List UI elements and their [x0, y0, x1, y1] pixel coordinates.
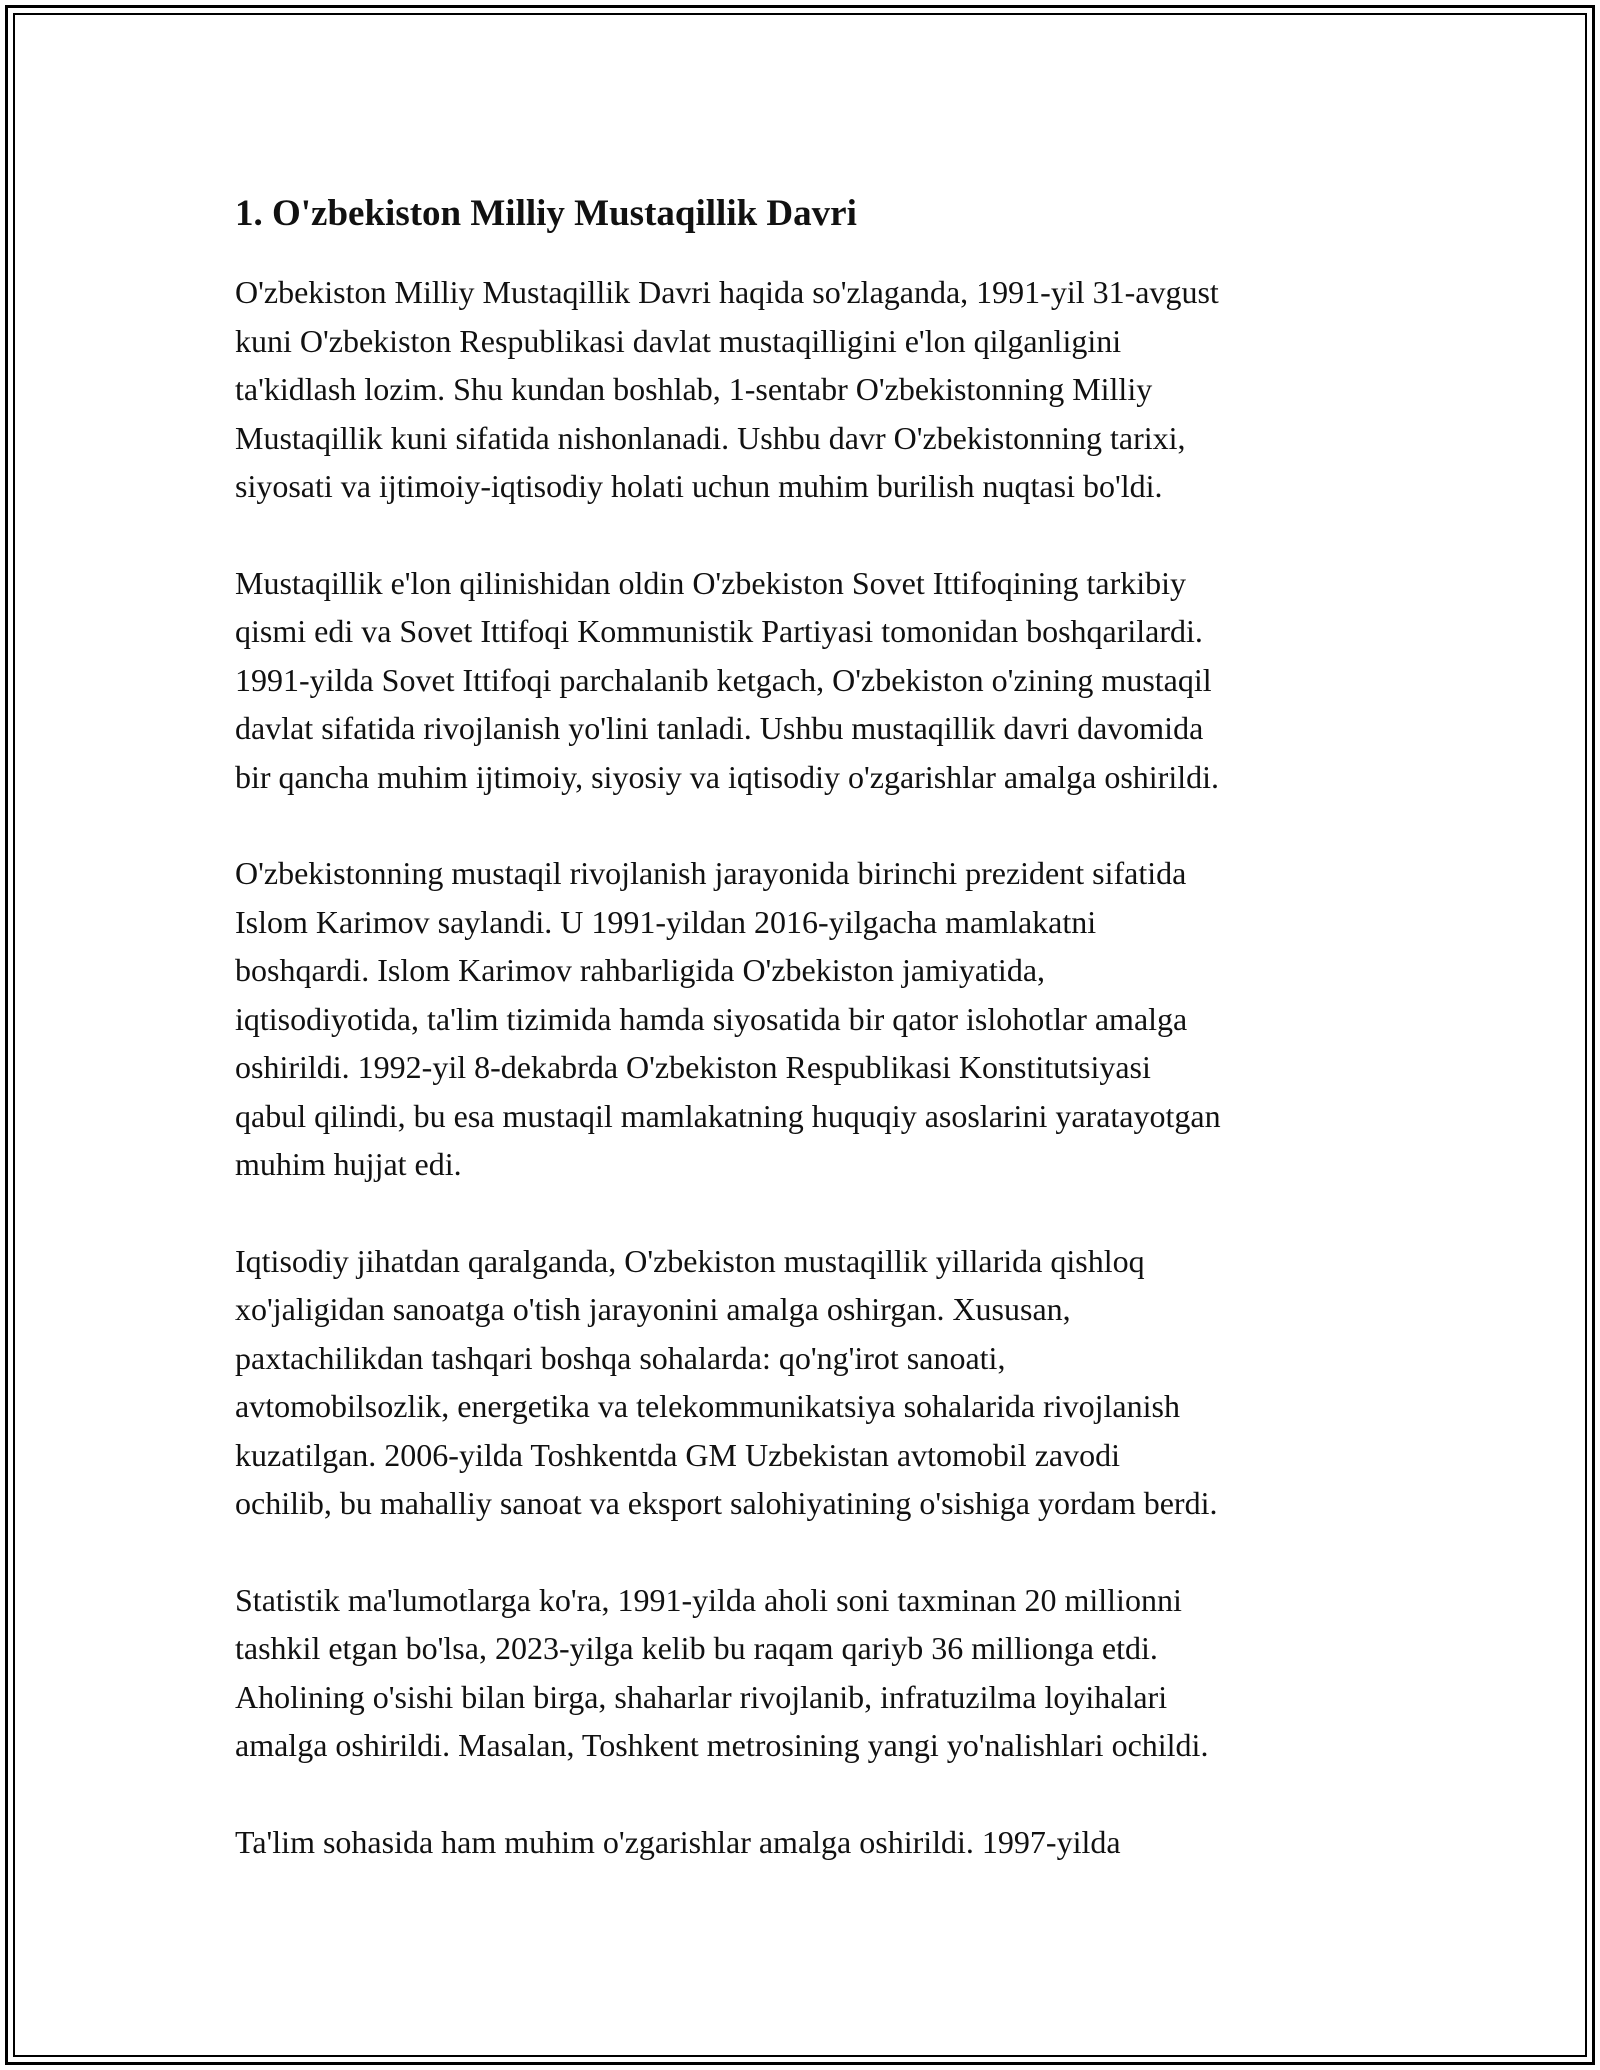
text-line: davlat sifatida rivojlanish yo'lini tanladi. Ushbu mustaqillik davri davomida: [235, 710, 1204, 746]
text-line: muhim hujjat edi.: [235, 1146, 462, 1182]
text-line: iqtisodiyotida, ta'lim tizimida hamda siyosatida bir qator islohotlar amalga: [235, 1000, 1188, 1037]
text-line: qismi edi va Sovet Ittifoqi Kommunistik Partiyasi tomonidan boshqarilardi.: [235, 613, 1203, 649]
text-line: O'zbekiston Milliy Mustaqillik Davri haqida so'zlaganda, 1991-yil 31-avgust: [235, 274, 1219, 310]
paragraph-economy: [235, 1237, 1385, 1528]
text-line: Mustaqillik e'lon qilinishidan oldin O'zbekiston Sovet Ittifoqining tarkibiy: [235, 564, 1187, 601]
text-line: amalga oshirildi. Masalan, Toshkent metrosining yangi yo'nalishlari ochildi.: [235, 1727, 1209, 1763]
text-line: boshqardi. Islom Karimov rahbarligida O'zbekiston jamiyatida,: [235, 952, 1046, 988]
text-line: Statistik ma'lumotlarga ko'ra, 1991-yilda aholi soni taxminan 20 millionni: [235, 1581, 1182, 1618]
paragraph-soviet-period: [235, 559, 1385, 802]
text-line: ochilib, bu mahalliy sanoat va eksport salohiyatining o'sishiga yordam berdi.: [235, 1485, 1218, 1521]
text-line: Iqtisodiy jihatdan qaralganda, O'zbekiston mustaqillik yillarida qishloq: [235, 1242, 1145, 1279]
paragraph-education: [235, 1818, 1385, 1867]
text-line: avtomobilsozlik, energetika va telekommunikatsiya sohalarida rivojlanish: [235, 1388, 1180, 1424]
text-line: qabul qilindi, bu esa mustaqil mamlakatning huquqiy asoslarini yaratayotgan: [235, 1097, 1221, 1134]
paragraph-first-president: [235, 849, 1385, 1189]
text-line: Ta'lim sohasida ham muhim o'zgarishlar amalga oshirildi. 1997-yilda: [235, 1823, 1121, 1860]
text-line: 1991-yilda Sovet Ittifoqi parchalanib ketgach, O'zbekiston o'zining mustaqil: [235, 661, 1212, 698]
document-body: [235, 188, 1385, 1914]
paragraph-independence-declaration: [235, 268, 1385, 511]
text-line: oshirildi. 1992-yil 8-dekabrda O'zbekiston Respublikasi Konstitutsiyasi: [235, 1049, 1151, 1085]
text-line: xo'jaligidan sanoatga o'tish jarayonini amalga oshirgan. Xususan,: [235, 1291, 1071, 1327]
text-line: tashkil etgan bo'lsa, 2023-yilga kelib bu raqam qariyb 36 millionga etdi.: [235, 1630, 1158, 1666]
text-line: Aholining o'sishi bilan birga, shaharlar rivojlanib, infratuzilma loyihalari: [235, 1678, 1168, 1715]
paragraph-statistics: [235, 1576, 1385, 1770]
document-title: 1. O'zbekiston Milliy Mustaqillik Davri: [235, 193, 857, 234]
text-line: ta'kidlash lozim. Shu kundan boshlab, 1-sentabr O'zbekistonning Milliy: [235, 371, 1153, 407]
text-line: kuni O'zbekiston Respublikasi davlat mustaqilligini e'lon qilganligini: [235, 322, 1122, 359]
text-line: O'zbekistonning mustaqil rivojlanish jarayonida birinchi prezident sifatida: [235, 855, 1187, 891]
text-line: kuzatilgan. 2006-yilda Toshkentda GM Uzbekistan avtomobil zavodi: [235, 1436, 1120, 1473]
text-line: bir qancha muhim ijtimoiy, siyosiy va iqtisodiy o'zgarishlar amalga oshirildi.: [235, 758, 1219, 795]
text-line: siyosati va ijtimoiy-iqtisodiy holati uchun muhim burilish nuqtasi bo'ldi.: [235, 468, 1163, 504]
text-line: paxtachilikdan tashqari boshqa sohalarda: qo'ng'irot sanoati,: [235, 1339, 1006, 1376]
text-line: Mustaqillik kuni sifatida nishonlanadi. Ushbu davr O'zbekistonning tarixi,: [235, 419, 1186, 456]
text-line: Islom Karimov saylandi. U 1991-yildan 2016-yilgacha mamlakatni: [235, 903, 1097, 940]
